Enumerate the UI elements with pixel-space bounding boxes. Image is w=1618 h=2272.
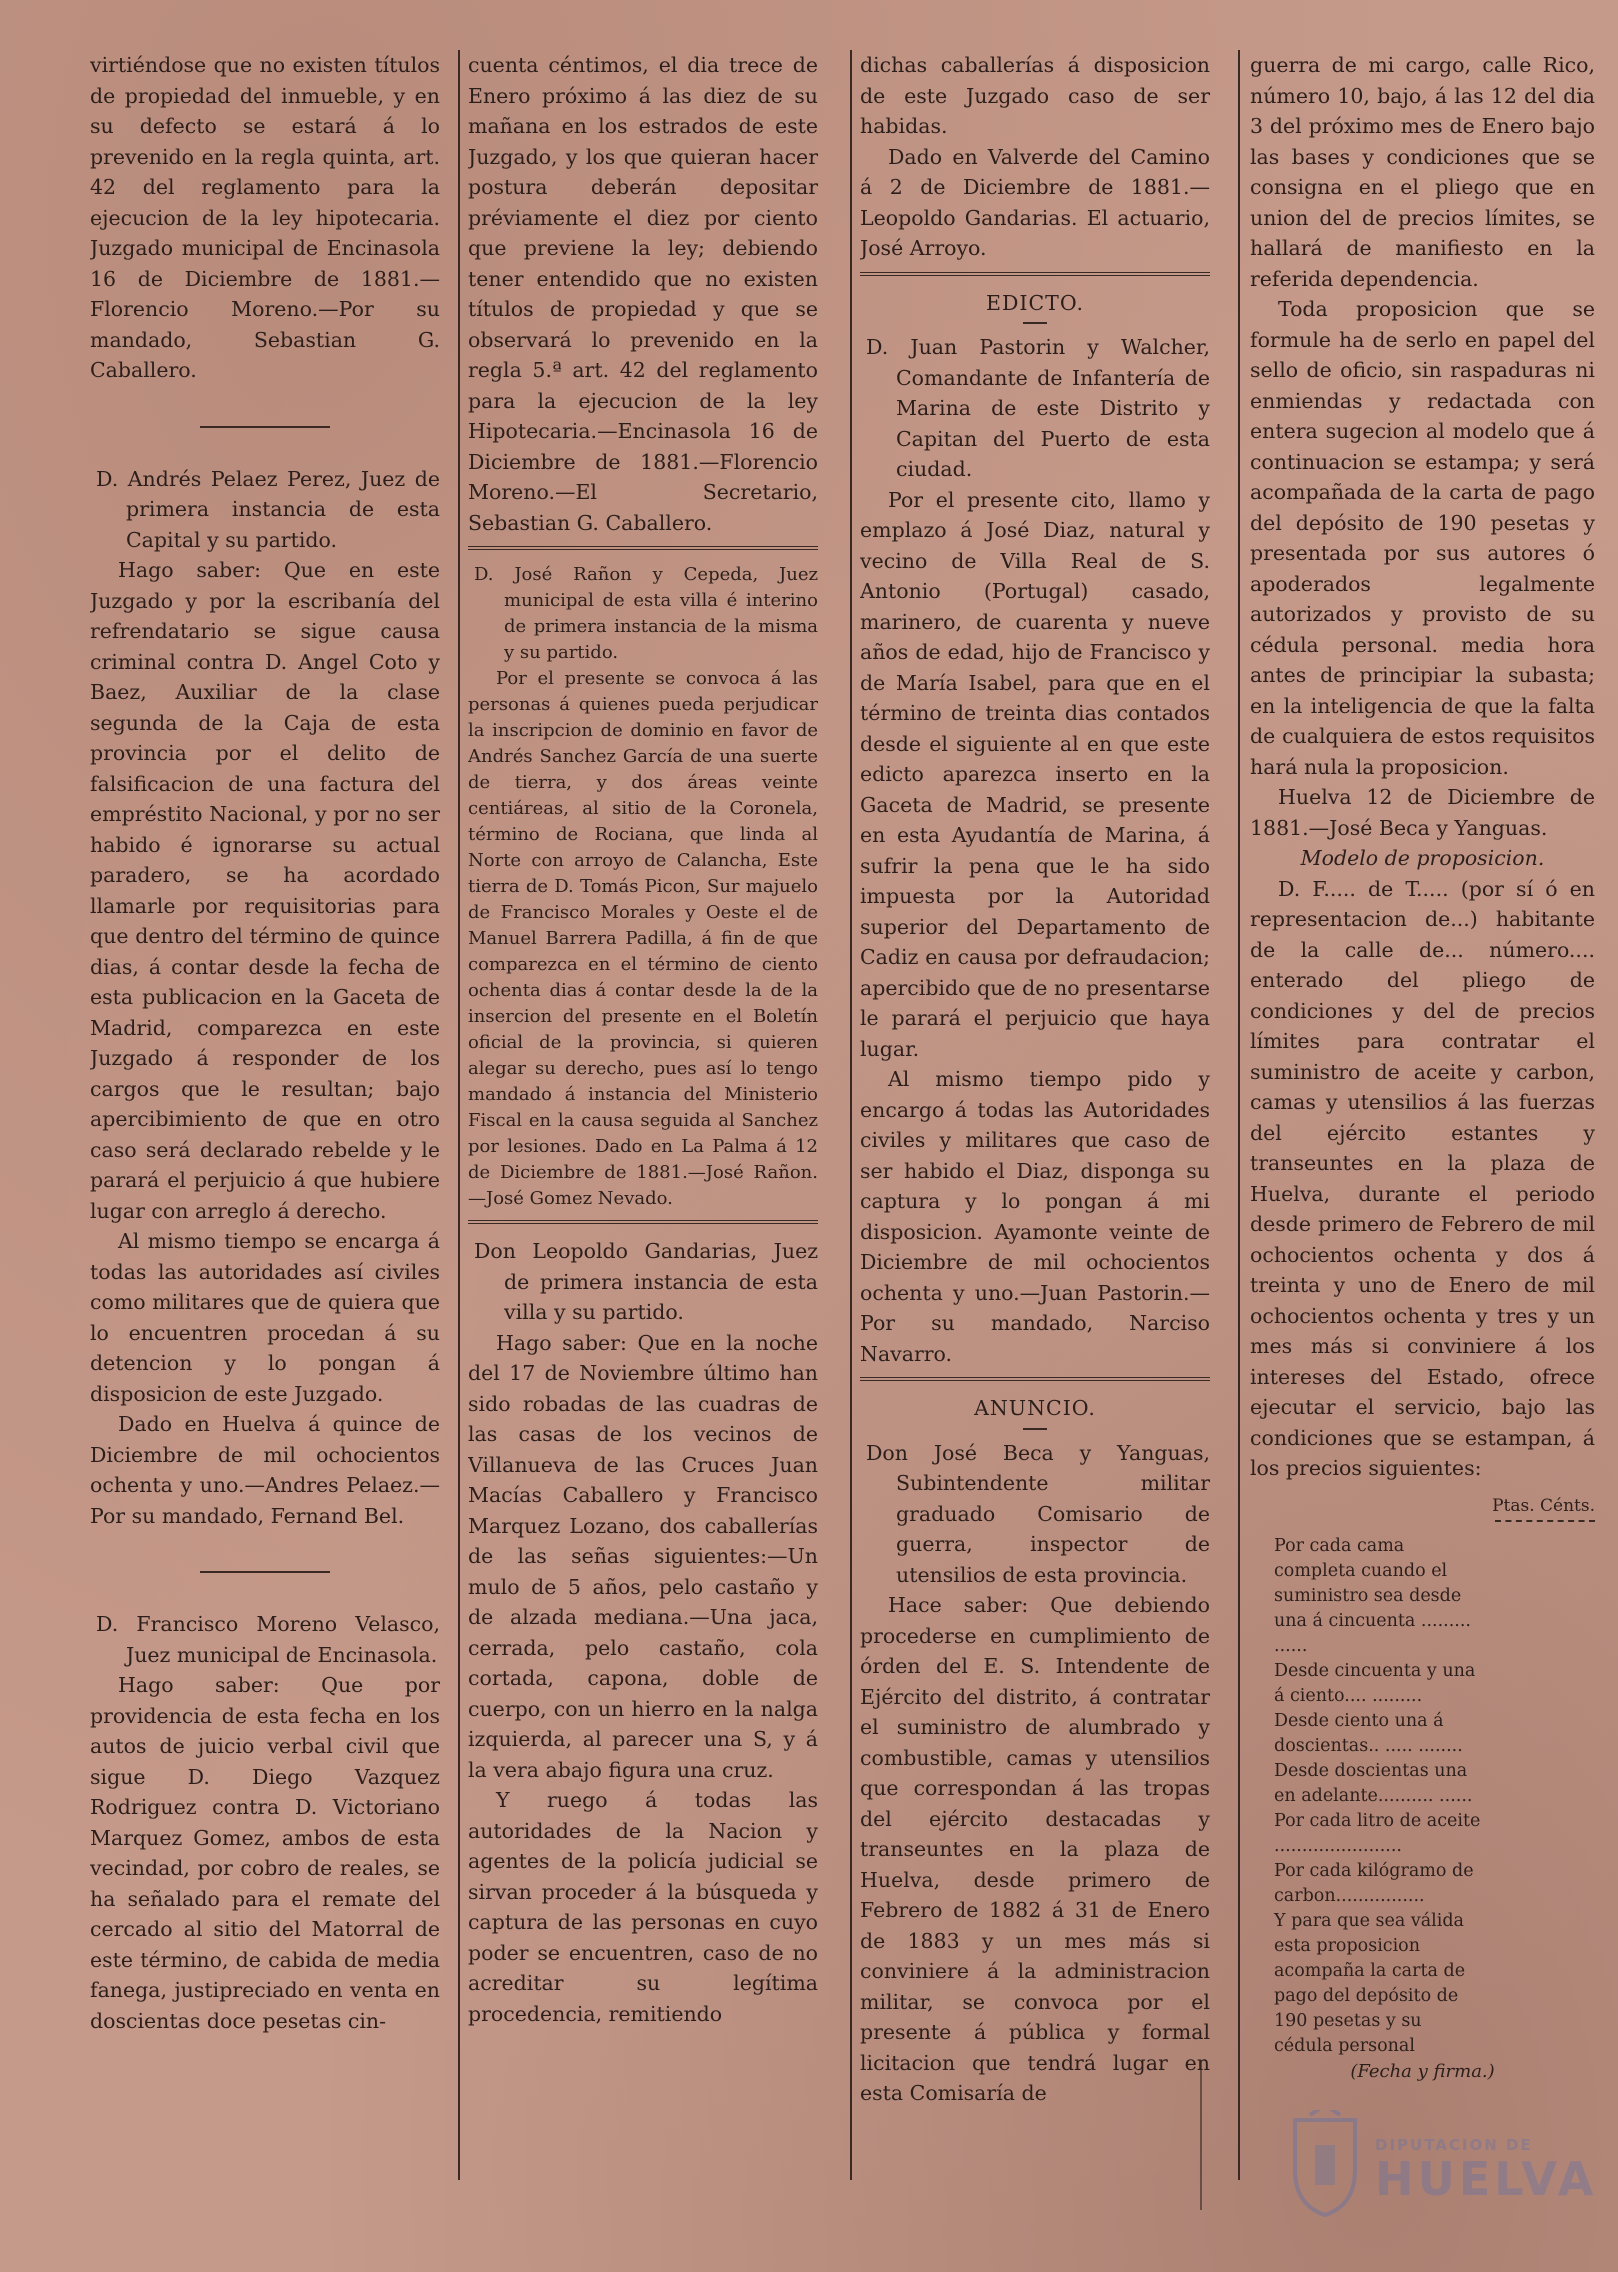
notice-continuation: cuenta céntimos, el dia trece de Enero próximo á las diez de su mañana en los estrados de este Juzgado, y los que quieran hacer postura deberán depositar préviamente el diez por ciento que previene la ley; debiendo tener entendido que no existen títulos de propiedad y que se observará lo prevenido en la regla 5.ª art. 42 del reglamento para la ejecucion de la ley Hipotecaria.—Encinasola 16 de Diciembre de 1881.—Florencio Moreno.—El Secretario, Sebastian G. Caballero. [468, 53, 818, 535]
price-header: Ptas. Cénts. [1492, 1495, 1595, 1516]
price-item-text: Por cada litro de aceite ....................... [1274, 1810, 1481, 1856]
price-item [1250, 1859, 1595, 1909]
notice-signature: Dado en Valverde del Camino á 2 de Diciembre de 1881.—Leopoldo Gandarias. El actuario, José Arroyo. [860, 144, 1210, 260]
price-item-text: Por cada kilógramo de carbon................ [1274, 1860, 1474, 1906]
notice-paragraph: Por el presente se convoca á las personas á quienes pueda perjudicar la inscripcion de dominio en favor de Andrés Sanchez García de una suerte de tierra, y dos áreas veinte centiáreas, al sitio de la Coronela, término de Rociana, que linda al Norte con arroyo de Calancha, Este tierra de D. Tomás Picon, Sur majuelo de Francisco Morales y Oeste el de Manuel Barrera Padilla, á fin de que comparezca en el término de ciento ochenta dias á contar desde la de la insercion del presente en el Boletín oficial de la provincia, si quieren alegar su derecho, pues así lo tengo mandado á instancia del Ministerio Fiscal en la causa seguida al Sanchez por lesiones. Dado en La Palma á 12 de Diciembre de 1881.—José Rañon.—José Gomez Nevado. [468, 668, 818, 1209]
notice-heading: Don José Beca y Yanguas, Subintendente militar graduado Comisario de guerra, inspector de utensilios de esta provincia. [866, 1440, 1210, 1587]
separator [468, 1220, 818, 1224]
watermark-main: HUELVA [1375, 2152, 1598, 2206]
closing-text: Y para que sea válida esta proposicion acompaña la carta de pago del depósito de 190 pesetas y su cédula personal [1274, 1910, 1466, 2056]
title-dash [1023, 1428, 1047, 1430]
column-4 [1250, 50, 1595, 2190]
column-2 [468, 50, 818, 2190]
watermark-top: DIPUTACION DE [1375, 2136, 1533, 2154]
notice-heading: D. Andrés Pelaez Perez, Juez de primera instancia de esta Capital y su partido. [96, 466, 440, 552]
price-rule [1495, 1520, 1595, 1522]
price-item [1250, 1534, 1595, 1659]
notice-continuation: guerra de mi cargo, calle Rico, número 10, bajo, á las 12 del dia 3 del próximo mes de Enero bajo las bases y condiciones que se consigna en el pliego que en union del de precios límites, se hallará de manifiesto en la referida dependencia. [1250, 53, 1595, 291]
column-rule [1238, 50, 1240, 2180]
price-item-text: Desde cincuenta y una á ciento.... ......... [1274, 1660, 1476, 1706]
price-item-text: Desde ciento una á doscientas.. ..... ........ [1274, 1710, 1463, 1756]
notice-paragraph: Hace saber: Que debiendo procederse en cumplimiento de órden del E. S. Intendente de Ejército del distrito, á contratar el suministro de alumbrado y combustible, camas y utensilios que correspondan á las tropas del ejército destacadas y transeuntes en la plaza de Huelva, desde primero de Febrero de 1882 á 31 de Enero de 1883 y un mes más si conviniere á la administracion militar, se convoca por el presente á pública y formal licitacion que tendrá lugar en esta Comisaría de [860, 1593, 1210, 2105]
price-item-text: Por cada cama completa cuando el suministro sea desde una á cincuenta ......... ...... [1274, 1535, 1471, 1656]
price-item [1250, 1709, 1595, 1759]
notice-paragraph: Al mismo tiempo pido y encargo á todas las Autoridades civiles y militares que caso de ser habido el Diaz, disponga su captura y lo pongan á mi disposicion. Ayamonte veinte de Diciembre de mil ochocientos ochenta y uno.—Juan Pastorin.—Por su mandado, Narciso Navarro. [860, 1067, 1210, 1366]
archive-watermark [1285, 2110, 1598, 2230]
margin-line [1200, 2060, 1202, 2210]
model-title: Modelo de proposicion. [1300, 846, 1545, 870]
notice-paragraph: Y ruego á todas las autoridades de la Nacion y agentes de la policía judicial se sirvan proceder á la búsqueda y captura de las personas en cuyo poder se encuentren, caso de no acreditar su legítima procedencia, remitiendo [468, 1788, 818, 2026]
title-dash [1023, 322, 1047, 324]
price-item [1250, 1759, 1595, 1809]
price-item [1250, 1809, 1595, 1859]
notice-paragraph: Por el presente cito, llamo y emplazo á José Diaz, natural y vecino de Villa Real de S. Antonio (Portugal) casado, marinero, de cuarenta y nueve años de edad, hijo de Francisco y de María Isabel, para que en el término de treinta dias contados desde el siguiente al en que este edicto aparezca inserto en la Gaceta de Madrid, se presente en esta Ayudantía de Marina, á sufrir la pena que le ha sido impuesta por la Autoridad superior del Departamento de Cadiz en causa por defraudacion; apercibido que de no presentarse le parará el perjuicio que haya lugar. [860, 487, 1210, 1061]
newspaper-page [70, 50, 1595, 2230]
separator [200, 1571, 330, 1573]
separator [200, 426, 330, 428]
section-title-anuncio: ANUNCIO. [974, 1396, 1096, 1420]
separator [860, 1377, 1210, 1381]
notice-heading: Don Leopoldo Gandarias, Juez de primera instancia de esta villa y su partido. [474, 1239, 818, 1324]
model-paragraph: D. F..... de T..... (por sí ó en representacion de...) habitante de la calle de... número.... enterado del pliego de condiciones y del de precios límites para contratar el suministro de aceite y carbon, camas y utensilios á las fuerzas del ejército estantes y transeuntes en la plaza de Huelva, durante el periodo desde primero de Febrero de mil ochocientos ochenta y dos á treinta y uno de Enero de mil ochocientos ochenta y tres y un mes más si conviniere á los intereses del Estado, ofrece ejecutar el servicio, bajo las condiciones que se estampan, á los precios siguientes: [1250, 876, 1595, 1480]
price-item-text: Desde doscientas una en adelante.......... ...... [1274, 1760, 1473, 1806]
closing-paragraph [1250, 1909, 1595, 2059]
notice-heading: D. José Rañon y Cepeda, Juez municipal de esta villa é interino de primera instancia de la misma y su partido. [474, 564, 818, 663]
notice-signature: Dado en Huelva á quince de Diciembre de mil ochocientos ochenta y uno.—Andres Pelaez.—Por su mandado, Fernand Bel. [90, 1412, 440, 1528]
column-3 [860, 50, 1210, 2190]
price-item [1250, 1659, 1595, 1709]
notice-signature: Huelva 12 de Diciembre de 1881.—José Beca y Yanguas. [1250, 785, 1595, 840]
notice-heading: D. Juan Pastorin y Walcher, Comandante de Infantería de Marina de este Distrito y Capitan del Puerto de esta ciudad. [866, 335, 1210, 481]
separator [860, 272, 1210, 276]
column-rule [850, 50, 852, 2180]
notice-heading: D. Francisco Moreno Velasco, Juez municipal de Encinasola. [96, 1612, 440, 1667]
notice-paragraph: Al mismo tiempo se encarga á todas las autoridades así civiles como militares que de quiera que lo encuentren procedan á su detencion y lo pongan á disposicion de este Juzgado. [90, 1229, 440, 1406]
signature-placeholder: (Fecha y firma.) [1350, 2060, 1495, 2082]
notice-continuation: virtiéndose que no existen títulos de propiedad del inmueble, y en su defecto se estará á lo prevenido en la regla quinta, art. 42 del reglamento para la ejecucion de la ley hipotecaria. Juzgado municipal de Encinasola 16 de Diciembre de 1881.—Florencio Moreno.—Por su mandado, Sebastian G. Caballero. [90, 53, 440, 382]
separator [468, 546, 818, 550]
notice-paragraph: Hago saber: Que en la noche del 17 de Noviembre último han sido robadas de las cuadras de las casas de los vecinos de Villanueva de las Cruces Juan Macías Caballero y Francisco Marquez Lozano, dos caballerías de las señas siguientes:—Un mulo de 5 años, pelo castaño y de alzada mediana.—Una jaca, cerrada, pelo castaño, cola cortada, capona, doble de cuerpo, con un hierro en la nalga izquierda, al parecer una S, y á la vera abajo figura una cruz. [468, 1330, 818, 1782]
notice-continuation: dichas caballerías á disposicion de este Juzgado caso de ser habidas. [860, 53, 1210, 138]
notice-paragraph: Hago saber: Que en este Juzgado y por la escribanía del refrendatario se sigue causa criminal contra D. Angel Coto y Baez, Auxiliar de la clase segunda de la Caja de esta provincia por el delito de falsificacion de una factura del empréstito Nacional, y por no ser habido é ignorarse su actual paradero, se ha acordado llamarle por requisitorias para que dentro del término de quince dias, á contar desde la fecha de esta publicacion en la Gaceta de Madrid, comparezca en este Juzgado á responder de los cargos que le resultan; bajo apercibimiento de que en otro caso será declarado rebelde y le parará el perjuicio á que hubiere lugar con arreglo á derecho. [90, 558, 440, 1223]
coat-of-arms-icon [1285, 2110, 1365, 2220]
column-1 [90, 50, 440, 2190]
column-rule [458, 50, 460, 2180]
notice-paragraph: Toda proposicion que se formule ha de serlo en papel del sello de oficio, sin raspaduras ni enmiendas y redactada con entera sugecion al modelo que á continuacion se estampa; y será acompañada de la carta de pago del depósito de 190 pesetas y presentada por sus autores ó apoderados legalmente autorizados y provisto de su cédula personal. media hora antes de principiar la subasta; en la inteligencia de que la falta de cualquiera de estos requisitos hará nula la proposicion. [1250, 297, 1595, 779]
section-title-edicto: EDICTO. [986, 290, 1084, 315]
notice-paragraph: Hago saber: Que por providencia de esta fecha en los autos de juicio verbal civil que sigue D. Diego Vazquez Rodriguez contra D. Victoriano Marquez Gomez, ambos de esta vecindad, por cobro de reales, se ha señalado para el remate del cercado al sitio del Matorral de este término, de cabida de media fanega, justipreciado en venta en doscientas doce pesetas cin- [90, 1673, 440, 2033]
